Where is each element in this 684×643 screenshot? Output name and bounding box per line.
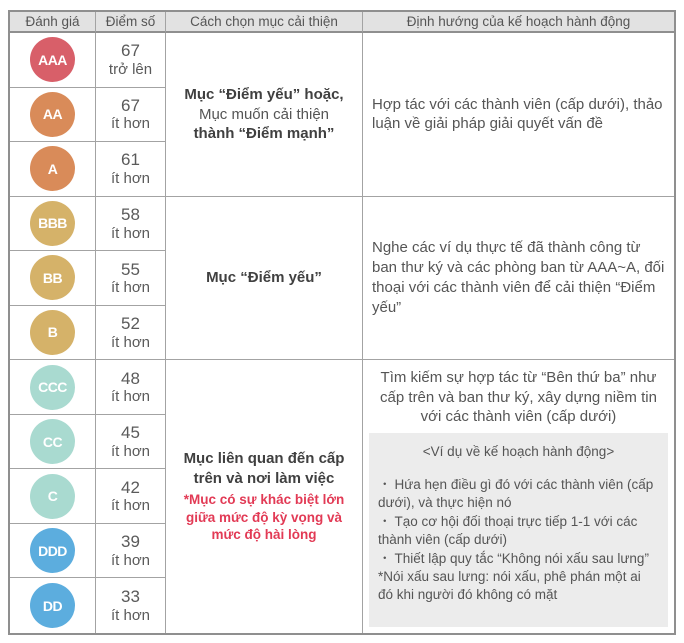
score-cell-aaa bbox=[96, 33, 166, 88]
rating-cell-c bbox=[10, 469, 96, 524]
rating-badge-cc: CC bbox=[30, 419, 75, 464]
rating-badge-c: C bbox=[30, 474, 75, 519]
rating-badge-ddd: DDD bbox=[30, 528, 75, 573]
score-qualifier: ít hơn bbox=[110, 115, 151, 133]
rating-badge-dd: DD bbox=[30, 583, 75, 628]
score-qualifier: ít hơn bbox=[110, 497, 151, 515]
example-box bbox=[369, 433, 668, 627]
score-cell-bb bbox=[96, 251, 166, 306]
direction-text: Hợp tác với các thành viên (cấp dưới), thảo luận về giải pháp giải quyết vấn đề bbox=[372, 95, 663, 133]
rating-table bbox=[8, 10, 676, 635]
score-qualifier: trở lên bbox=[108, 60, 153, 78]
score-value: 45 bbox=[121, 423, 140, 443]
selection-line-bold: thành “Điểm mạnh” bbox=[193, 125, 335, 143]
example-item bbox=[378, 476, 659, 513]
score-cell-cc bbox=[96, 415, 166, 470]
rating-badge-aa: AA bbox=[30, 92, 75, 137]
selection-line: Mục muốn cải thiện bbox=[198, 105, 330, 123]
rating-cell-dd bbox=[10, 578, 96, 633]
score-cell-b bbox=[96, 306, 166, 361]
selection-line-bold: Mục “Điểm yếu” bbox=[206, 269, 322, 287]
selection-cell-group-ccc-dd bbox=[166, 360, 363, 633]
score-qualifier: ít hơn bbox=[110, 224, 151, 242]
rating-badge-b: B bbox=[30, 310, 75, 355]
score-qualifier: ít hơn bbox=[110, 606, 151, 624]
selection-red-note: *Mục có sự khác biệt lớn giữa mức độ kỳ vọng và mức độ hài lòng bbox=[183, 492, 345, 543]
score-qualifier: ít hơn bbox=[110, 551, 151, 569]
score-value: 33 bbox=[121, 587, 140, 607]
selection-cell-group-bbb-b bbox=[166, 197, 363, 361]
header-rating bbox=[10, 12, 96, 33]
score-value: 67 bbox=[121, 41, 140, 61]
score-cell-ddd bbox=[96, 524, 166, 579]
score-value: 48 bbox=[121, 368, 140, 388]
score-qualifier: ít hơn bbox=[110, 170, 151, 187]
bullet-icon: ・ bbox=[378, 477, 392, 493]
selection-line-bold: Mục liên quan đến cấp trên và nơi làm việc bbox=[183, 450, 345, 487]
score-qualifier: ít hơn bbox=[110, 442, 151, 460]
header-score bbox=[96, 12, 166, 33]
score-value: 67 bbox=[121, 95, 140, 115]
direction-text: Nghe các ví dụ thực tế đã thành công từ ban thư ký và các phòng ban từ AAA~A, đối thoại với các thành viên để cải thiện “Điểm yếu” bbox=[372, 239, 665, 316]
rating-cell-ccc bbox=[10, 360, 96, 415]
example-item-text: Thiết lập quy tắc “Không nói xấu sau lưng” bbox=[394, 550, 649, 566]
score-value: 39 bbox=[121, 532, 140, 552]
bullet-icon: ・ bbox=[378, 550, 392, 566]
score-qualifier: ít hơn bbox=[110, 279, 151, 297]
selection-line-bold: Mục “Điểm yếu” hoặc, bbox=[184, 86, 344, 104]
example-item-text: Tạo cơ hội đối thoại trực tiếp 1-1 với các thành viên (cấp dưới) bbox=[378, 513, 638, 548]
score-qualifier: ít hơn bbox=[110, 333, 151, 351]
rating-cell-bb bbox=[10, 251, 96, 306]
direction-cell-group-ccc-dd bbox=[363, 360, 674, 633]
rating-cell-aa bbox=[10, 88, 96, 143]
example-box-title: <Ví dụ về kế hoạch hành động> bbox=[422, 443, 615, 459]
score-cell-ccc bbox=[96, 360, 166, 415]
example-footnote: *Nói xấu sau lưng: nói xấu, phê phán một ai đó khi người đó không có mặt bbox=[378, 568, 641, 603]
direction-intro: Tìm kiếm sự hợp tác từ “Bên thứ ba” như cấp trên và ban thư ký, xây dựng niềm tin với các thành viên (cấp dưới) bbox=[380, 369, 657, 426]
header-score-label: Điểm số bbox=[105, 14, 156, 29]
score-value: 52 bbox=[121, 314, 140, 334]
score-qualifier: ít hơn bbox=[110, 388, 151, 406]
rating-badge-a: A bbox=[30, 146, 75, 191]
score-value: 55 bbox=[121, 259, 140, 279]
rating-cell-a bbox=[10, 142, 96, 197]
score-cell-bbb bbox=[96, 197, 166, 252]
score-cell-dd bbox=[96, 578, 166, 633]
rating-badge-bb: BB bbox=[30, 255, 75, 300]
score-cell-c bbox=[96, 469, 166, 524]
rating-cell-ddd bbox=[10, 524, 96, 579]
rating-badge-bbb: BBB bbox=[30, 201, 75, 246]
direction-cell-group-bbb-b bbox=[363, 197, 674, 361]
header-selection bbox=[166, 12, 363, 33]
rating-badge-ccc: CCC bbox=[30, 365, 75, 410]
rating-cell-bbb bbox=[10, 197, 96, 252]
rating-cell-b bbox=[10, 306, 96, 361]
score-value: 61 bbox=[121, 150, 140, 170]
rating-cell-cc bbox=[10, 415, 96, 470]
header-direction bbox=[363, 12, 674, 33]
score-value: 42 bbox=[121, 477, 140, 497]
rating-badge-aaa: AAA bbox=[30, 37, 75, 82]
selection-cell-group-aaa-a bbox=[166, 33, 363, 197]
header-rating-label: Đánh giá bbox=[25, 14, 80, 29]
header-selection-label: Cách chọn mục cải thiện bbox=[190, 14, 338, 29]
score-cell-aa bbox=[96, 88, 166, 143]
bullet-icon: ・ bbox=[378, 513, 392, 529]
example-item bbox=[378, 513, 659, 550]
example-item bbox=[378, 550, 659, 568]
score-cell-a bbox=[96, 142, 166, 197]
example-item-text: Hứa hẹn điều gì đó với các thành viên (cấp dưới), và thực hiện nó bbox=[378, 477, 654, 511]
header-direction-label: Định hướng của kế hoạch hành động bbox=[406, 14, 631, 29]
direction-cell-group-aaa-a bbox=[363, 33, 674, 197]
rating-cell-aaa bbox=[10, 33, 96, 88]
score-value: 58 bbox=[121, 205, 140, 224]
